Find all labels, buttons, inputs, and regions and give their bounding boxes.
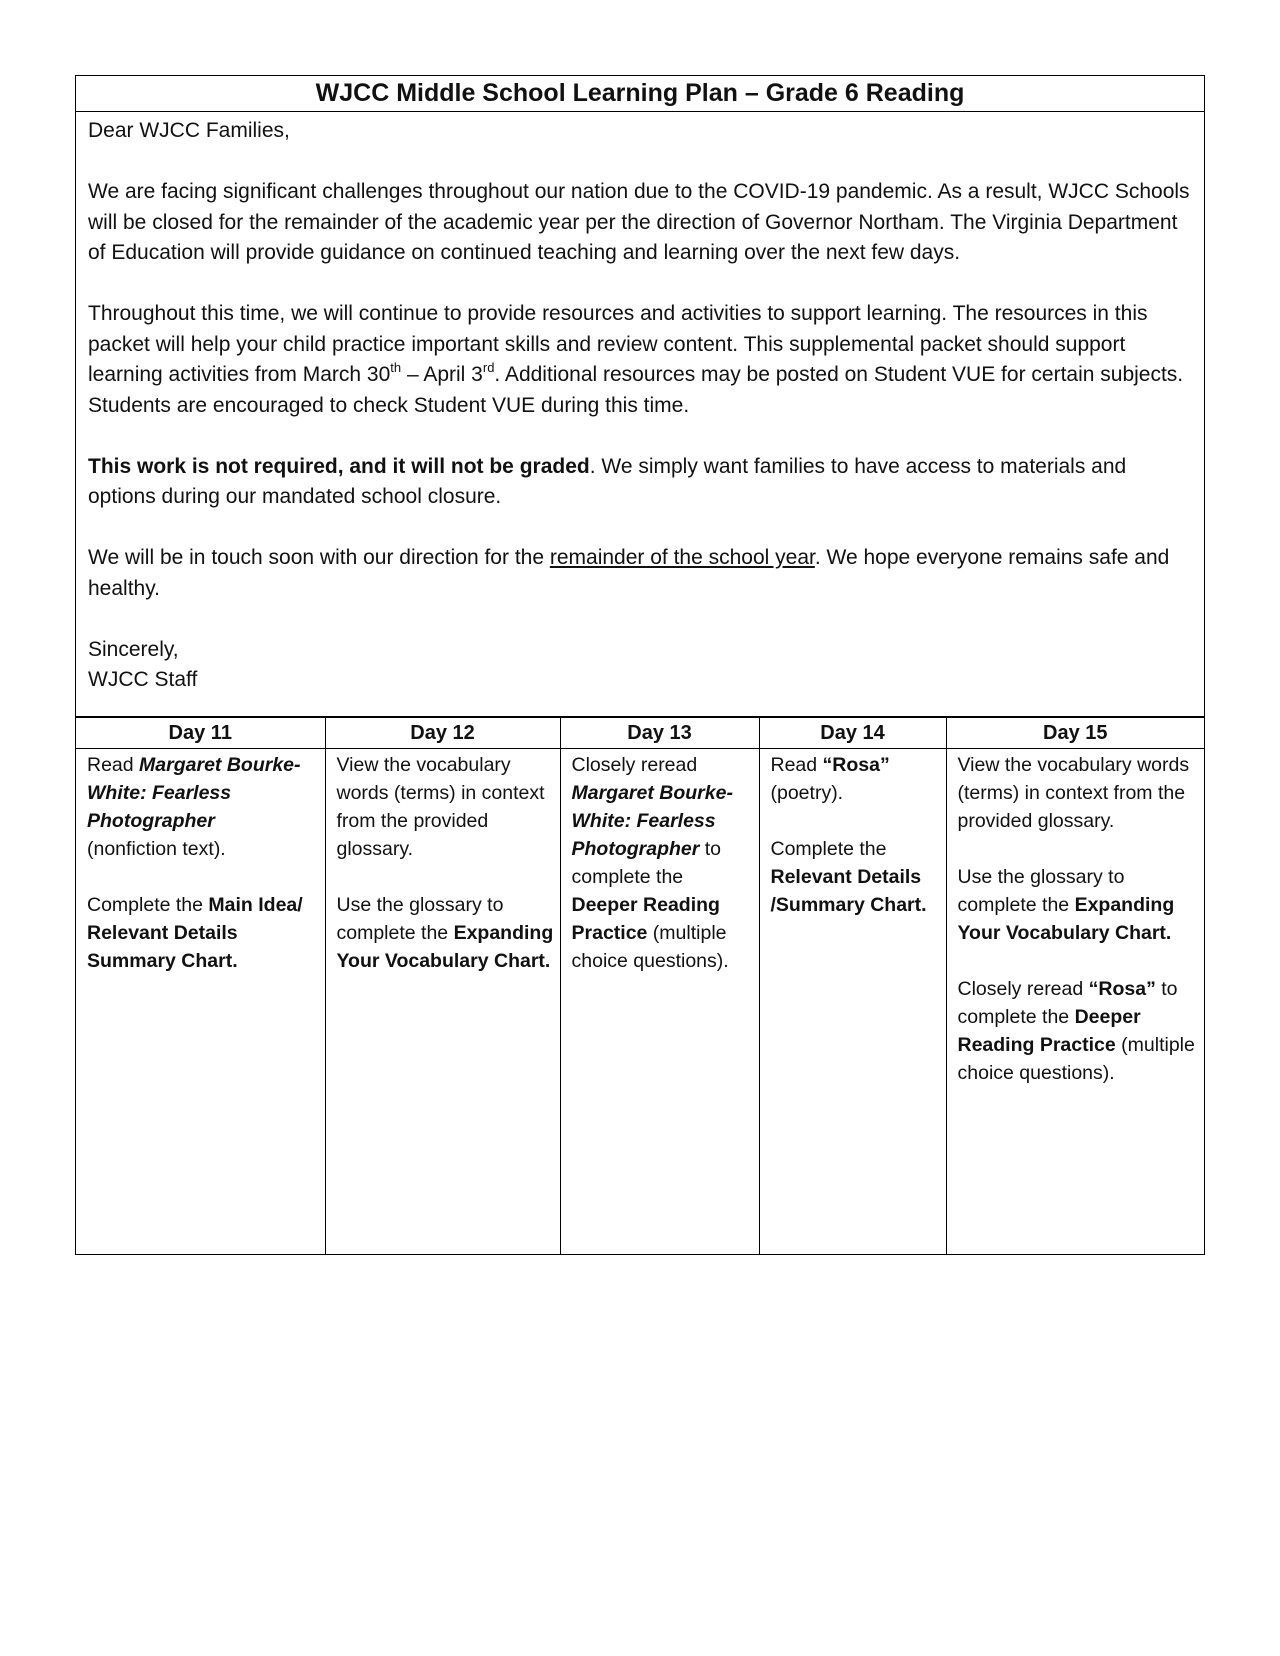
- paragraph-not-graded: [88, 452, 1194, 513]
- poem-title: “Rosa”: [1088, 977, 1156, 1000]
- greeting: Dear WJCC Families,: [88, 119, 290, 142]
- day-14-read: [771, 751, 940, 807]
- day-15-header: Day 15: [946, 717, 1204, 749]
- day-15-cell: [946, 748, 1204, 1254]
- table-header-row: [76, 717, 1204, 749]
- day-11-read: [87, 751, 319, 863]
- day-12-header: Day 12: [325, 717, 560, 749]
- complete-label: Complete the: [87, 893, 209, 916]
- closing: [88, 635, 1194, 696]
- day-12-task: [337, 891, 554, 975]
- chart-name: Main Idea/ Relevant Details Summary Chart.: [87, 893, 303, 972]
- text-type: (nonfiction text).: [87, 837, 226, 860]
- day-15-reread-task: [958, 975, 1199, 1087]
- day-11-cell: [76, 748, 325, 1254]
- complete-label: Complete the: [770, 837, 887, 860]
- day-15-vocab-task: [958, 863, 1199, 947]
- day-13-cell: [560, 748, 759, 1254]
- paragraph-resources: [88, 299, 1194, 421]
- paragraph-next-steps: [88, 543, 1194, 604]
- next-steps-text-b: . We hope everyone remains safe and healthy.: [88, 546, 1170, 600]
- practice-name: Deeper Reading Practice: [957, 1005, 1141, 1056]
- not-graded-notice: This work is not required, and it will not be graded: [88, 454, 590, 478]
- use-glossary-label: Use the glossary to complete the: [336, 893, 504, 944]
- day-15-view: View the vocabulary words (terms) in context from the provided glossary.: [957, 753, 1190, 832]
- practice-name: Deeper Reading Practice: [571, 893, 720, 944]
- next-steps-text-a: We will be in touch soon with our direction for the: [88, 546, 550, 569]
- resources-text-c: . Additional resources may be posted on Student VUE for certain subjects. Students are encouraged to check Student VUE during this time.: [88, 363, 1184, 417]
- day-13-header: Day 13: [560, 717, 759, 749]
- table-row: [76, 748, 1204, 1254]
- resources-text-a: Throughout this time, we will continue to provide resources and activities to support learning. The resources in this packet will help your child practice important skills and review content. This supplemental packet should support learning activities from March 30: [88, 302, 1148, 386]
- text-title: Margaret Bourke-White: Fearless Photographer: [87, 753, 301, 832]
- day-14-header: Day 14: [759, 717, 946, 749]
- poem-title: “Rosa”: [822, 753, 890, 776]
- complete-label: to complete the: [957, 977, 1178, 1028]
- not-graded-rest: . We simply want families to have access to materials and options during our mandated school closure.: [88, 454, 1127, 508]
- paragraph-covid-closure: We are facing significant challenges throughout our nation due to the COVID-19 pandemic. As a result, WJCC Schools will be closed for the remainder of the academic year per the direction of Governor Northam. The Virginia Department of Education will provide guidance on continued teaching and learning over the next few days.: [88, 180, 1190, 264]
- day-14-task: [771, 835, 940, 919]
- day-13-task: [572, 751, 753, 975]
- text-type: (poetry).: [770, 781, 844, 804]
- remainder-of-year-underline: remainder of the school year: [549, 546, 815, 569]
- text-title: Margaret Bourke-White: Fearless Photographer: [571, 781, 733, 860]
- superscript-th: th: [390, 360, 402, 375]
- day-11-task: [87, 891, 319, 975]
- resources-text-b: – April 3: [401, 363, 483, 386]
- chart-name: Relevant Details /Summary Chart.: [770, 865, 927, 916]
- reread-label: Closely reread: [957, 977, 1089, 1000]
- page-title: WJCC Middle School Learning Plan – Grade 6 Reading: [76, 76, 1204, 112]
- chart-name: Expanding Your Vocabulary Chart.: [957, 893, 1175, 944]
- reread-label: Closely reread: [571, 753, 698, 776]
- signature: WJCC Staff: [88, 668, 198, 691]
- day-11-header: Day 11: [76, 717, 325, 749]
- read-label: Read: [770, 753, 823, 776]
- use-glossary-label: Use the glossary to complete the: [957, 865, 1125, 916]
- learning-plan-document: [75, 75, 1205, 1255]
- complete-label: to complete the: [571, 837, 722, 888]
- daily-plan-table: [76, 716, 1204, 1254]
- day-12-cell: [325, 748, 560, 1254]
- read-label: Read: [87, 753, 140, 776]
- question-type: (multiple choice questions).: [571, 921, 729, 972]
- closing-text: Sincerely,: [88, 637, 179, 661]
- family-letter: [76, 112, 1204, 716]
- question-type: (multiple choice questions).: [957, 1033, 1195, 1084]
- superscript-rd: rd: [482, 360, 495, 375]
- day-14-cell: [759, 748, 946, 1254]
- chart-name: Expanding Your Vocabulary Chart.: [336, 921, 554, 972]
- day-12-view: View the vocabulary words (terms) in context from the provided glossary.: [336, 753, 545, 860]
